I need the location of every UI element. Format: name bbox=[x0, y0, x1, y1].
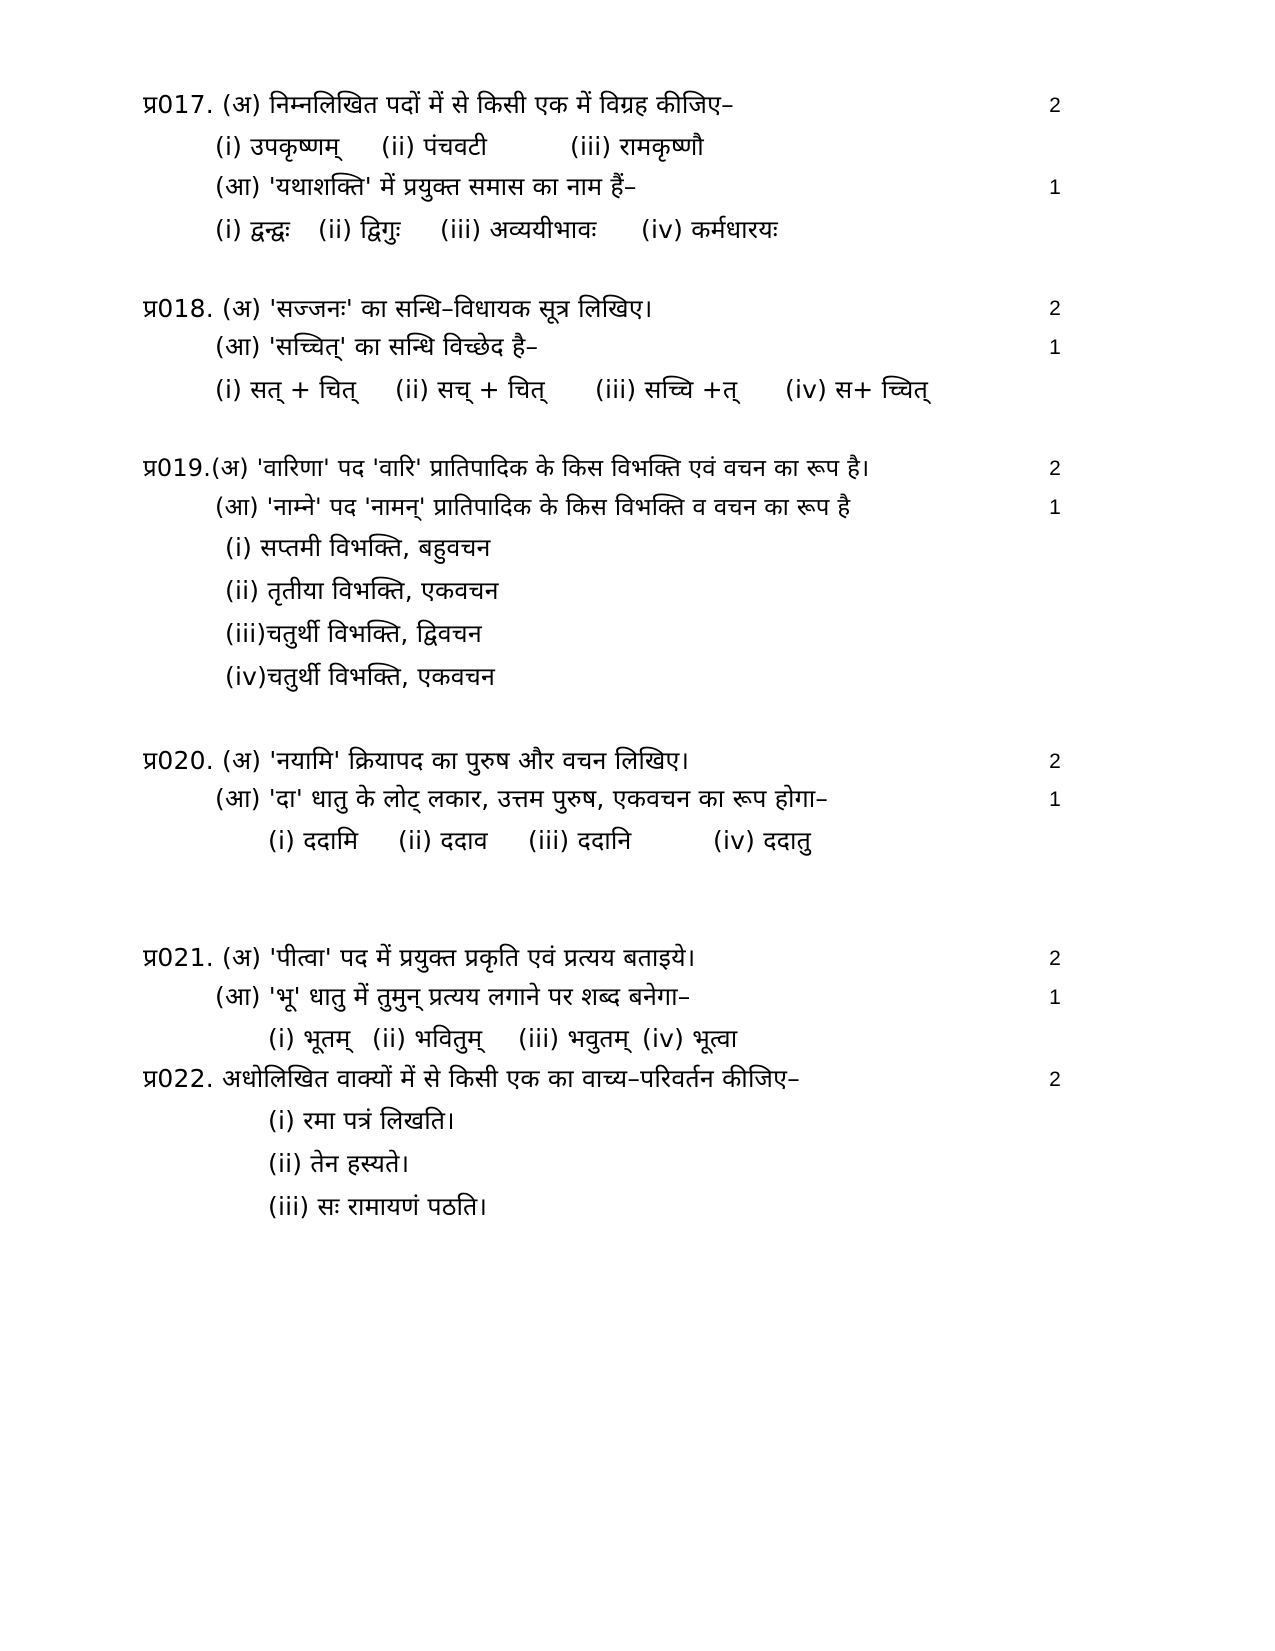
q21-part-b: (आ) 'भू' धातु में तुमुन् प्रत्यय लगाने पर शब्द बनेगा– bbox=[215, 982, 691, 1011]
q21-part-b-marks: 1 bbox=[1049, 986, 1061, 1009]
q20-part-a-marks: 2 bbox=[1049, 750, 1061, 773]
q17-part-b-marks: 1 bbox=[1049, 176, 1061, 199]
q17b-option-4: (iv) कर्मधारयः bbox=[641, 215, 778, 244]
q17b-option-3: (iii) अव्ययीभावः bbox=[440, 215, 597, 244]
q22-question: प्र022. अधोलिखित वाक्यों में से किसी एक का वाच्य–परिवर्तन कीजिए– bbox=[143, 1064, 800, 1093]
q22-option-2: (ii) तेन हस्यते। bbox=[268, 1149, 410, 1178]
q19-part-b-marks: 1 bbox=[1049, 496, 1061, 519]
q18b-option-3: (iii) सच्चि +त् bbox=[595, 375, 738, 404]
q17-part-b-options bbox=[215, 213, 778, 247]
q20b-option-4: (iv) ददातु bbox=[713, 826, 812, 855]
q21b-option-3: (iii) भवुतम् bbox=[518, 1024, 629, 1053]
q17b-option-1: (i) द्वन्द्वः bbox=[215, 215, 291, 244]
q17-option-3: (iii) रामकृष्णौ bbox=[570, 132, 704, 161]
q17b-option-2: (ii) द्विगुः bbox=[318, 215, 401, 244]
q20b-option-1: (i) ददामि bbox=[268, 826, 359, 855]
q22-option-3: (iii) सः रामायणं पठति। bbox=[268, 1192, 488, 1221]
q21-part-b-options bbox=[268, 1022, 737, 1056]
q18-part-b: (आ) 'सच्चित्' का सन्धि विच्छेद है– bbox=[215, 332, 539, 361]
q19b-option-1: (i) सप्तमी विभक्ति, बहुवचन bbox=[225, 533, 491, 562]
q20-part-b-options bbox=[268, 824, 811, 858]
q20b-option-3: (iii) ददानि bbox=[528, 826, 632, 855]
q19b-option-3: (iii)चतुर्थी विभक्ति, द्विवचन bbox=[225, 619, 482, 648]
q18-part-a: प्र018. (अ) 'सज्जनः' का सन्धि–विधायक सूत्र लिखिए। bbox=[143, 294, 653, 323]
q17-part-a-marks: 2 bbox=[1049, 94, 1061, 117]
q22-option-1: (i) रमा पत्रं लिखति। bbox=[268, 1106, 455, 1135]
q21b-option-2: (ii) भवितुम् bbox=[372, 1024, 483, 1053]
q17-part-a-options bbox=[215, 130, 704, 164]
q19b-option-4: (iv)चतुर्थी विभक्ति, एकवचन bbox=[225, 662, 496, 691]
q17-part-a: प्र017. (अ) निम्नलिखित पदों में से किसी एक में विग्रह कीजिए– bbox=[143, 90, 734, 119]
q17-option-2: (ii) पंचवटी bbox=[381, 132, 488, 161]
q19-part-b: (आ) 'नाम्ने' पद 'नामन्' प्रातिपादिक के किस विभक्ति व वचन का रूप है bbox=[215, 493, 851, 521]
q22-marks: 2 bbox=[1049, 1068, 1061, 1091]
q18-part-b-options bbox=[215, 373, 928, 407]
q21-part-a: प्र021. (अ) 'पीत्वा' पद में प्रयुक्त प्रकृति एवं प्रत्यय बताइये। bbox=[143, 943, 696, 972]
q19-part-a-marks: 2 bbox=[1049, 457, 1061, 480]
q20-part-b-marks: 1 bbox=[1049, 788, 1061, 811]
q18-part-b-marks: 1 bbox=[1049, 336, 1061, 359]
q19-part-a: प्र019.(अ) 'वारिणा' पद 'वारि' प्रातिपादिक के किस विभक्ति एवं वचन का रूप है। bbox=[143, 454, 870, 482]
q20-part-b: (आ) 'दा' धातु के लोट् लकार, उत्तम पुरुष, एकवचन का रूप होगा– bbox=[215, 784, 829, 813]
q18b-option-1: (i) सत् + चित् bbox=[215, 375, 357, 404]
q21b-option-4: (iv) भूत्वा bbox=[642, 1024, 738, 1053]
q20b-option-2: (ii) ददाव bbox=[398, 826, 488, 855]
q18b-option-4: (iv) स+ च्चित् bbox=[785, 375, 929, 404]
q18-part-a-marks: 2 bbox=[1049, 297, 1061, 320]
q17-option-1: (i) उपकृष्णम् bbox=[215, 132, 340, 161]
q21b-option-1: (i) भूतम् bbox=[268, 1024, 351, 1053]
q17-part-b: (आ) 'यथाशक्ति' में प्रयुक्त समास का नाम हैं– bbox=[215, 172, 637, 201]
q18b-option-2: (ii) सच् + चित् bbox=[395, 375, 545, 404]
q21-part-a-marks: 2 bbox=[1049, 947, 1061, 970]
q20-part-a: प्र020. (अ) 'नयामि' क्रियापद का पुरुष और वचन लिखिए। bbox=[143, 746, 690, 775]
q19b-option-2: (ii) तृतीया विभक्ति, एकवचन bbox=[225, 576, 499, 605]
